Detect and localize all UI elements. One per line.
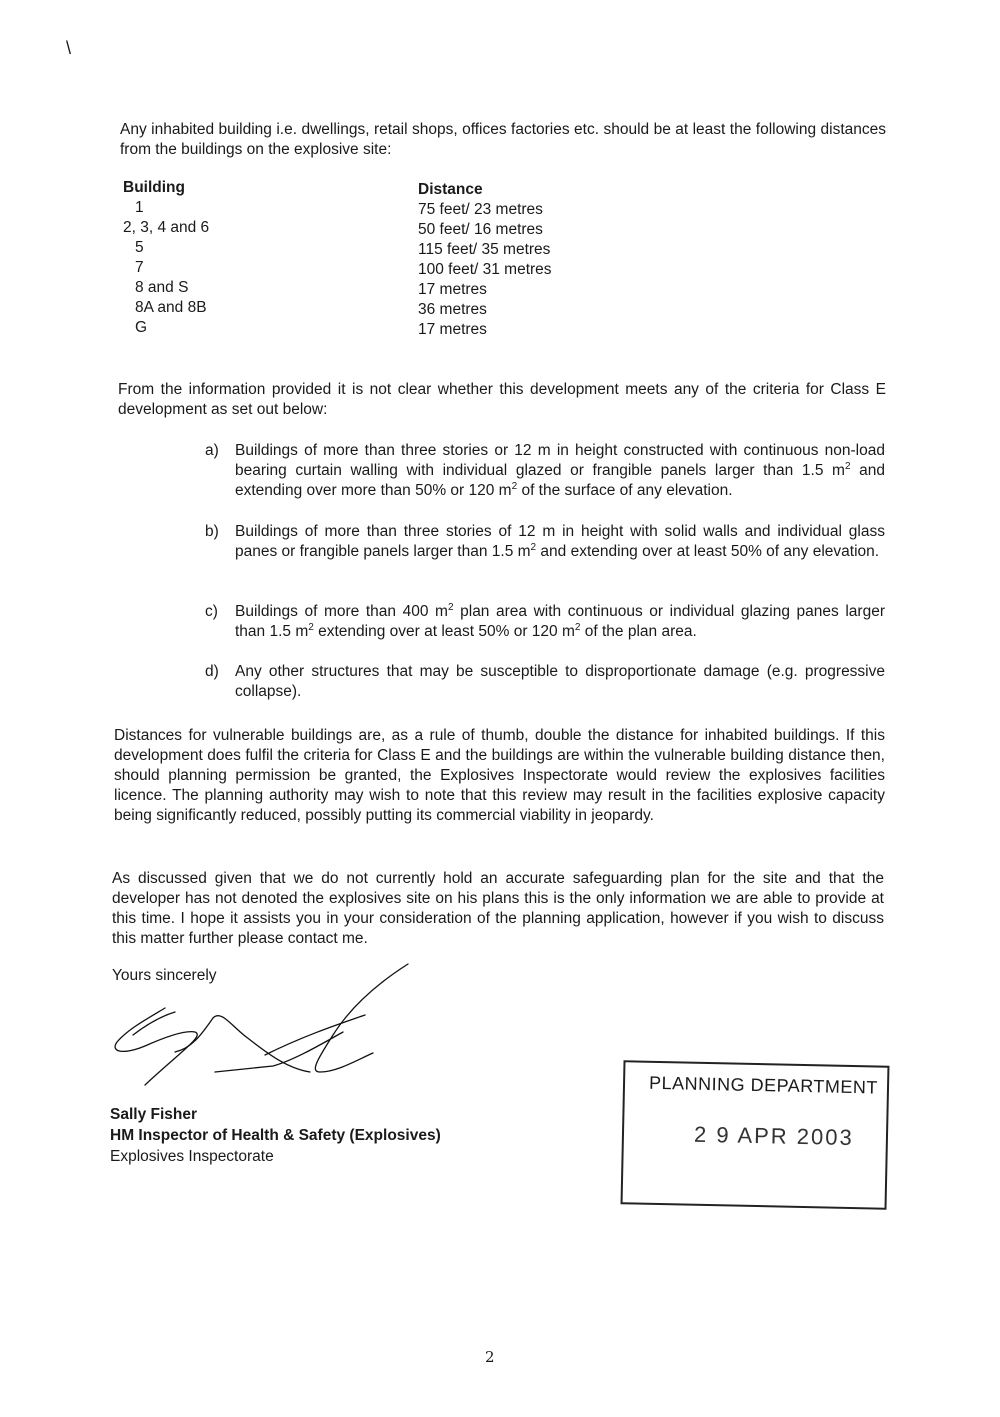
criteria-text — [235, 602, 885, 642]
criteria-text-part: and extending over at least 50% of any elevation. — [536, 543, 880, 560]
criteria-text-part: Buildings of more than 400 m — [235, 603, 448, 620]
criteria-text-part: Buildings of more than three stories of 12 m in height with solid walls and individual glass panes or frangible panels larger than 1.5 m — [235, 523, 885, 560]
signatory-title: HM Inspector of Health & Safety (Explosives) — [110, 1127, 441, 1144]
table-cell-building: 1 — [135, 199, 144, 216]
criteria-text-part: Any other structures that may be susceptible to disproportionate damage (e.g. progressive collapse). — [235, 663, 885, 700]
criteria-marker: b) — [205, 523, 219, 540]
closing-line: Yours sincerely — [112, 967, 217, 984]
criteria-marker: d) — [205, 663, 219, 680]
stamp-department: PLANNING DEPARTMENT — [648, 1072, 879, 1098]
criteria-marker: c) — [205, 603, 218, 620]
criteria-text-part: and extending over more than 50% or 120 m — [235, 462, 886, 499]
table-cell-distance: 17 metres — [418, 281, 487, 298]
criteria-text — [235, 662, 885, 702]
criteria-text-part: plan area with continuous or individual glazing panes larger than 1.5 m — [235, 603, 885, 640]
table-cell-distance: 50 feet/ 16 metres — [418, 221, 543, 238]
criteria-text-part: of the plan area. — [580, 623, 697, 640]
table-cell-building: 7 — [135, 259, 144, 276]
table-cell-distance: 17 metres — [418, 321, 487, 338]
signature-block — [110, 1104, 441, 1167]
table-cell-building: 2, 3, 4 and 6 — [123, 219, 210, 236]
superscript: 2 — [574, 622, 581, 633]
table-cell-building: 8A and 8B — [135, 299, 207, 316]
criteria-intro-paragraph: From the information provided it is not clear whether this development meets any of the criteria for Class E development as set out below: — [118, 381, 886, 418]
criteria-text — [235, 441, 885, 501]
table-header-distance: Distance — [418, 181, 483, 198]
stamp-date: 2 9 APR 2003 — [693, 1121, 855, 1151]
superscript: 2 — [530, 542, 537, 553]
superscript: 2 — [511, 481, 518, 492]
table-cell-building: G — [135, 319, 148, 336]
table-cell-building: 8 and S — [135, 279, 189, 296]
superscript: 2 — [447, 602, 454, 613]
signatory-organisation: Explosives Inspectorate — [110, 1148, 274, 1165]
received-stamp — [621, 1060, 890, 1210]
signatory-name: Sally Fisher — [110, 1106, 198, 1123]
criteria-text-part: extending over at least 50% or 120 m — [313, 623, 575, 640]
criteria-text-part: of the surface of any elevation. — [517, 482, 733, 499]
table-cell-distance: 100 feet/ 31 metres — [418, 261, 552, 278]
table-cell-distance: 115 feet/ 35 metres — [418, 241, 551, 258]
criteria-marker: a) — [205, 442, 219, 459]
criteria-text-part: Buildings of more than three stories or 12 m in height constructed with continuous non-load bearing curtain walling with individual glazed or frangible panels larger than 1.5 m — [235, 442, 885, 479]
vulnerable-buildings-paragraph: Distances for vulnerable buildings are, as a rule of thumb, double the distance for inhabited buildings. If this development does fulfil the criteria for Class E and the buildings are within the vulnerable building distance then, should planning permission be granted, the Explosives Inspectorate would review the explosives facilities licence. The planning authority may wish to note that this review may result in the facilities explosive capacity being significantly reduced, possibly putting its commercial viability in jeopardy. — [114, 727, 885, 824]
intro-paragraph: Any inhabited building i.e. dwellings, retail shops, offices factories etc. should be at least the following distances from the buildings on the explosive site: — [120, 121, 886, 158]
table-cell-distance: 75 feet/ 23 metres — [418, 201, 543, 218]
corner-mark: \ — [66, 38, 72, 58]
handwritten-signature — [105, 960, 425, 1090]
superscript: 2 — [308, 622, 314, 633]
discussed-paragraph: As discussed given that we do not currently hold an accurate safeguarding plan for the site and that the developer has not denoted the explosives site on his plans this is the only information we are able to provide at this time. I hope it assists you in your consideration of the planning application, however if you wish to discuss this matter further please contact me. — [112, 870, 884, 947]
criteria-text — [235, 522, 885, 562]
table-header-building: Building — [123, 179, 185, 196]
table-cell-distance: 36 metres — [418, 301, 487, 318]
table-cell-building: 5 — [135, 239, 144, 256]
page-number: 2 — [485, 1348, 495, 1366]
superscript: 2 — [844, 461, 851, 472]
